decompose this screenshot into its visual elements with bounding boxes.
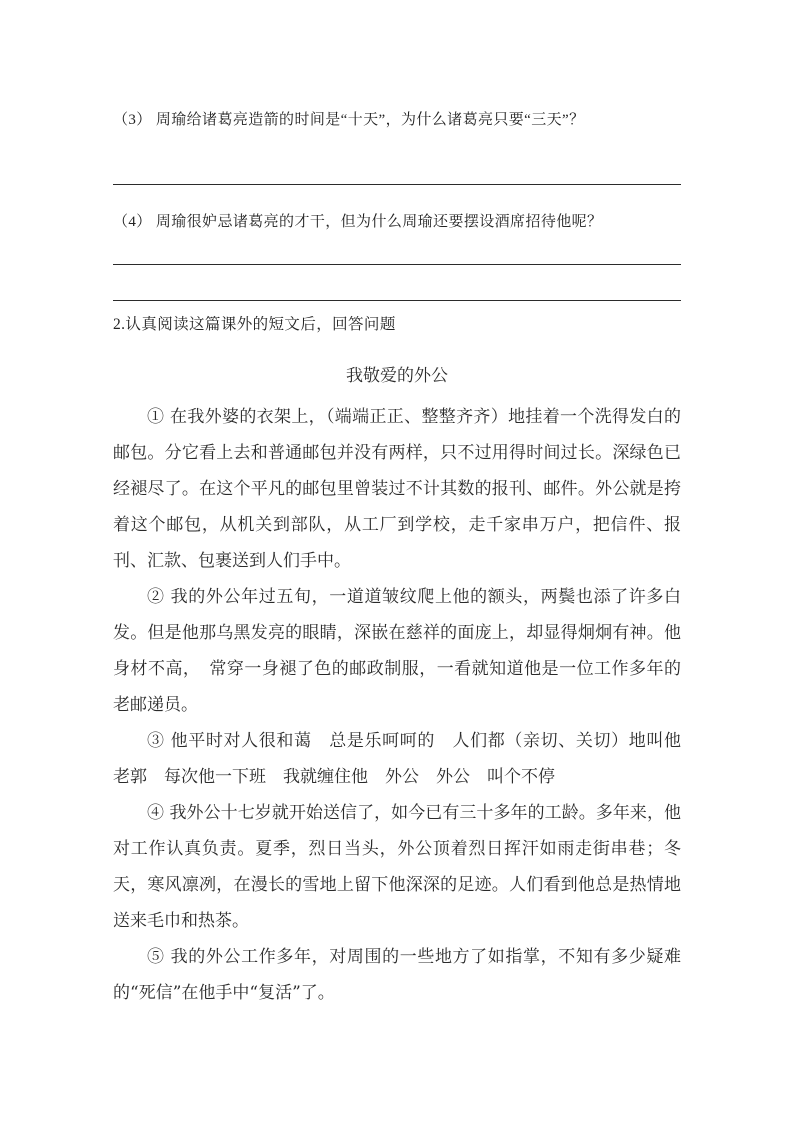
- passage-title: 我敬爱的外公: [346, 366, 448, 386]
- passage-paragraph-2: ② 我的外公年过五旬，一道道皱纹爬上他的额头，两鬓也添了许多白发。但是他那乌黑发亮的眼睛，深嵌在慈祥的面庞上，却显得炯炯有神。他身材不高， 常穿一身褪了色的邮政制服，一看就知道他是一位工作多年的老邮递员。: [113, 587, 681, 715]
- passage-paragraph-3: ③ 他平时对人很和蔼 总是乐呵呵的 人们都（亲切、关切）地叫他 老郭 每次他一下班 我就缠住他 外公 外公 叫个不停: [113, 731, 698, 787]
- answer-line-1: [113, 184, 681, 185]
- answer-line-2: [113, 264, 681, 265]
- passage-paragraph-4: ④ 我外公十七岁就开始送信了，如今已有三十多年的工龄。多年来，他对工作认真负责。夏季，烈日当头，外公顶着烈日挥汗如雨走街串巷；冬天，寒风凛冽，在漫长的雪地上留下他深深的足迹。人们看到他总是热情地送来毛巾和热茶。: [113, 803, 681, 931]
- passage-paragraph-1: ① 在我外婆的衣架上，（端端正正、整整齐齐）地挂着一个洗得发白的邮包。分它看上去和普通邮包并没有两样，只不过用得时间过长。深绿色已经褪尽了。在这个平凡的邮包里曾装过不计其数的报刊、邮件。外公就是挎着这个邮包，从机关到部队，从工厂到学校，走千家串万户，把信件、报刊、汇款、包裹送到人们手中。: [113, 407, 681, 571]
- answer-line-3: [113, 300, 681, 301]
- question-3: （3） 周瑜给诸葛亮造箭的时间是“十天”，为什么诸葛亮只要“三天”？: [113, 112, 585, 128]
- passage-paragraph-5: ⑤ 我的外公工作多年，对周围的一些地方了如指掌，不知有多少疑难的“死信”在他手中“复活”了。: [113, 947, 681, 1003]
- section-2-heading: 2.认真阅读这篇课外的短文后，回答问题: [113, 316, 396, 333]
- passage-body: [113, 399, 698, 1011]
- question-4: （4） 周瑜很妒忌诸葛亮的才干，但为什么周瑜还要摆设酒席招待他呢？: [113, 214, 603, 230]
